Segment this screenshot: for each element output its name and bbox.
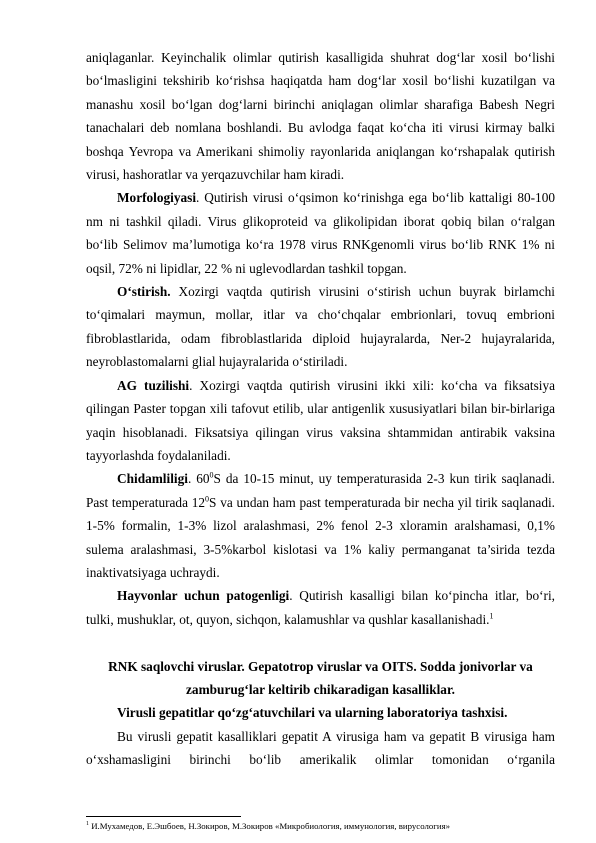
resistance-text-1: . 60 <box>187 471 210 487</box>
morphology-term: Morfologiyasi <box>117 190 197 206</box>
pathogenicity-term: Hayvonlar uchun patogenligi <box>117 588 290 604</box>
degree-superscript: 0 <box>209 470 214 480</box>
footnote-separator <box>86 816 241 817</box>
footnote <box>86 821 450 832</box>
footnote-text: И.Мухамедов, Е.Эшбоев, Н.Зокиров, М.Зокиров «Микробиология, иммунология, вирусология» <box>89 821 451 831</box>
antigen-text: . Xozirgi vaqtda qutirish virusini ikki xili: ko‘cha va fiksatsiya qilingan Paster topgan xili tafovut etilib, ular antigenlik xususiyatlari bilan bir-birlariga yaqin hisoblanadi. Fiksatsiya qilingan virus vaksina shtammidan antirabik vaksina tayyorlashda foydalaniladi. <box>86 377 556 463</box>
growth-text: Xozirgi vaqtda qutirish virusini o‘stirish uchun buyrak birlamchi to‘qimalari maymun, mollar, itlar va cho‘chqalar embrionlari, tovuq embrioni fibroblastlarida, odam fibroblastlarida diploid hujayralarda, Ner-2 hujayralarida, neyroblastomalarni glial hujayralarida o‘stiriladi. <box>86 284 555 370</box>
final-paragraph-line-1: Bu virusli gepatit kasalliklari gepatit A virusiga ham va gepatit B virusiga ham <box>117 728 555 744</box>
resistance-text-3: S va undan ham past temperaturada bir necha yil tirik saqlanadi. 1-5% formalin, 1-3% lizol aralashmasi, 2% fenol 2-3 xloramin aralshamasi, 0,1% sulema aralashmasi, 3-5%karbol kislotasi va 1% kaliy permanganat ta’sirida tezda inaktivatsiyaga uchraydi. <box>86 494 556 580</box>
subheading: Virusli gepatitlar qo‘zg‘atuvchilari va ularning laboratoriya tashxisi. <box>117 705 508 721</box>
spacer <box>86 631 555 654</box>
resistance-text-2: S da 10-15 minut, uy temperaturasida 2-3 kun tirik saqlanadi. Past temperaturada 12 <box>86 471 555 510</box>
pathogenicity-paragraph <box>86 584 555 631</box>
growth-paragraph <box>86 280 555 374</box>
degree-superscript: 0 <box>205 494 210 504</box>
antigen-term: AG tuzilishi <box>117 377 190 393</box>
morphology-paragraph <box>86 186 555 280</box>
antigen-paragraph <box>86 374 555 468</box>
footnote-reference[interactable]: 1 <box>489 611 494 621</box>
section-heading-line-1: RNK saqlovchi viruslar. Gepatotrop viruslar va OITS. Sodda jonivorlar va <box>108 658 533 674</box>
resistance-paragraph <box>86 467 555 584</box>
growth-term: O‘stirish. <box>117 284 171 300</box>
morphology-text: . Qutirish virusi o‘qsimon ko‘rinishga ega bo‘lib kattaligi 80-100 nm ni tashkil qiladi. Virus glikoproteid va glikolipidan iborat qobiq bilan o‘ralgan bo‘lib Selimov ma’lumotiga ko‘ra 1978 virus RNKgenomli virus bo‘lib RNK 1% ni oqsil, 72% ni lipidlar, 22 % ni uglevodlardan tashkil topgan. <box>86 190 555 276</box>
resistance-term: Chidamliligi <box>117 471 188 487</box>
final-paragraph-line-2: o‘xshamasligini birinchi bo‘lib amerikalik olimlar tomonidan o‘rganila <box>86 752 555 768</box>
section-heading <box>86 655 555 702</box>
page-body <box>86 46 555 772</box>
pathogenicity-text: . Qutirish kasalligi bilan ko‘pincha itlar, bo‘ri, tulki, mushuklar, ot, quyon, sichqon, kalamushlar va qushlar kasallanishadi. <box>86 588 555 627</box>
footnote-mark: 1 <box>86 821 89 828</box>
section-heading-line-2: zamburug‘lar keltirib chikaradigan kasalliklar. <box>186 681 455 697</box>
intro-paragraph: aniqlaganlar. Keyinchalik olimlar qutirish kasalligida shuhrat dog‘lar xosil bo‘lishi bo‘lmasligini tekshirib ko‘rishsa haqiqatda ham dog‘lar xosil bo‘lishi kuzatilgan va manashu xosil bo‘lgan dog‘larni birinchi aniqlagan olimlar sharafiga Babesh Negri tanachalari deb nomlana boshlandi. Bu avlodga faqat ko‘cha iti virusi kirmay balki boshqa Yevropa va Amerikani shimoliy rayonlarida aniqlangan ko‘rshapalak qutirish virusi, hashoratlar va yerqazuvchilar ham kiradi. <box>86 50 555 183</box>
